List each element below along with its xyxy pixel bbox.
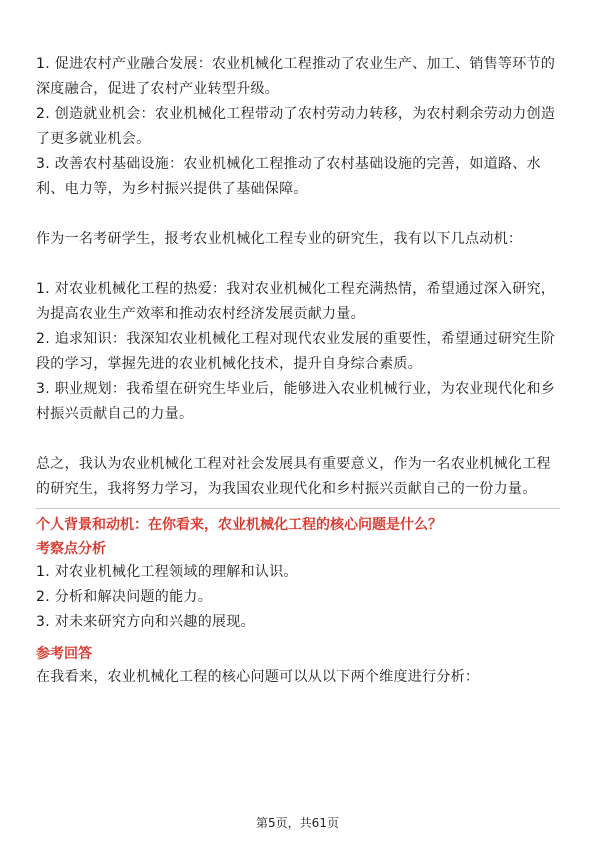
- answer-heading: 参考回答: [36, 646, 92, 662]
- paragraph-conclusion: 总之，我认为农业机械化工程对社会发展具有重要意义，作为一名农业机械化工程的研究生，我将努力学习，为我国农业现代化和乡村振兴贡献自己的一份力量。: [36, 456, 551, 497]
- spacer: [36, 427, 560, 452]
- paragraph-motive-intro: 作为一名考研学生，报考农业机械化工程专业的研究生，我有以下几点动机：: [36, 231, 523, 247]
- answer-intro: 在我看来，农业机械化工程的核心问题可以从以下两个维度进行分析：: [36, 669, 480, 685]
- paragraph-industry-integration: 1. 促进农村产业融合发展：农业机械化工程推动了农业生产、加工、销售等环节的深度融合，促进了农村产业转型升级。: [36, 56, 556, 97]
- spacer: [36, 202, 560, 227]
- analysis-item: 2. 分析和解决问题的能力。: [36, 589, 213, 605]
- paragraph-motive-passion: 1. 对农业机械化工程的热爱：我对农业机械化工程充满热情，希望通过深入研究，为提高农业生产效率和推动农村经济发展贡献力量。: [36, 281, 556, 322]
- document-body: [36, 52, 560, 690]
- page-number: 第5页，共61页: [256, 816, 339, 830]
- interview-question: 个人背景和动机：在你看来，农业机械化工程的核心问题是什么？: [36, 517, 442, 533]
- paragraph-motive-career: 3. 职业规划：我希望在研究生毕业后，能够进入农业机械行业，为农业现代化和乡村振兴贡献自己的力量。: [36, 381, 556, 422]
- paragraph-motive-knowledge: 2. 追求知识：我深知农业机械化工程对现代农业发展的重要性，希望通过研究生阶段的学习，掌握先进的农业机械化技术，提升自身综合素质。: [36, 331, 556, 372]
- analysis-item: 3. 对未来研究方向和兴趣的展现。: [36, 614, 255, 630]
- spacer: [36, 252, 560, 277]
- paragraph-employment: 2. 创造就业机会：农业机械化工程带动了农村劳动力转移，为农村剩余劳动力创造了更多就业机会。: [36, 106, 556, 147]
- analysis-heading: 考察点分析: [36, 541, 106, 557]
- section-divider: [36, 508, 560, 509]
- paragraph-infrastructure: 3. 改善农村基础设施：农业机械化工程推动了农村基础设施的完善，如道路、水利、电力等，为乡村振兴提供了基础保障。: [36, 156, 541, 197]
- analysis-item: 1. 对农业机械化工程领域的理解和认识。: [36, 564, 298, 580]
